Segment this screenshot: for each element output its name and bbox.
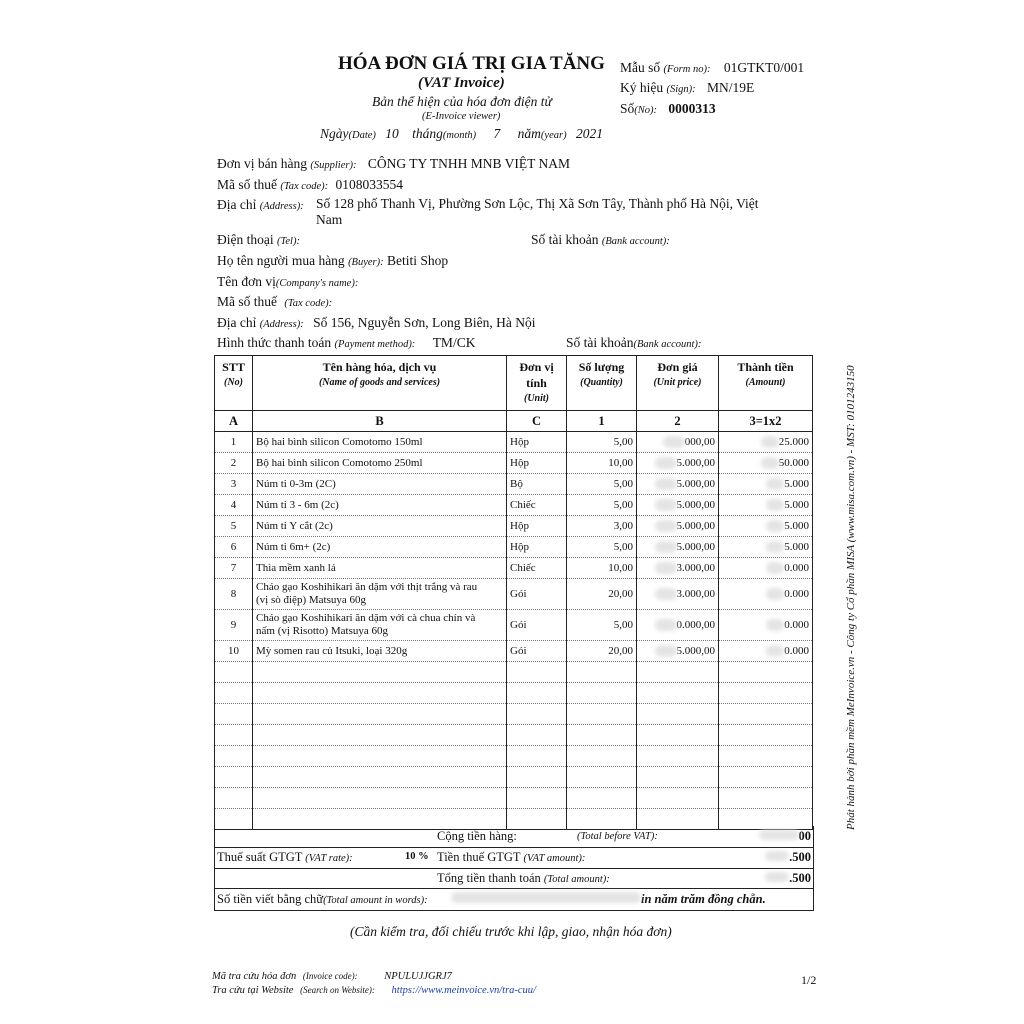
- item-qty: 20,00: [567, 641, 637, 662]
- invoice-no: [620, 101, 716, 117]
- sign-label: Ký hiệu: [620, 80, 664, 95]
- item-name: Núm ti Y cắt (2c): [253, 516, 507, 537]
- buyer-address: Số 156, Nguyễn Sơn, Long Biên, Hà Nội: [313, 315, 536, 330]
- tel-label: Điện thoại: [217, 232, 274, 247]
- supplier-tax-label-en: (Tax code):: [280, 181, 329, 192]
- subtotal-label-en: (Total before VAT):: [577, 831, 658, 842]
- vat-amount: .500: [765, 850, 811, 865]
- viewer-label-en: (E-Invoice viewer): [422, 111, 501, 122]
- code-cell: A: [215, 411, 253, 432]
- sign-label-en: (Sign):: [666, 84, 696, 95]
- table-row: [215, 579, 813, 610]
- table-row: [215, 516, 813, 537]
- no-label-en: (No):: [634, 105, 658, 116]
- invoice-title: HÓA ĐƠN GIÁ TRỊ GIA TĂNG: [338, 53, 605, 74]
- form-label-en: (Form no):: [663, 64, 711, 75]
- buyer-addr-row: [217, 315, 535, 331]
- item-name: Bộ hai bình silicon Comotomo 150ml: [253, 432, 507, 453]
- item-name-line: (vị sò điệp) Matsuya 60g: [256, 594, 366, 606]
- amount-in-words-row: [214, 888, 814, 911]
- form-no: [620, 60, 804, 76]
- words-label: Số tiền viết bằng chữ(Total amount in words):: [217, 892, 428, 906]
- sign-value: MN/19E: [707, 80, 755, 95]
- lookup-code[interactable]: NPULUJJGRJ7: [384, 971, 452, 982]
- website-link[interactable]: https://www.meinvoice.vn/tra-cuu/: [391, 985, 536, 996]
- buyer-tax-label: Mã số thuế: [217, 294, 277, 309]
- table-row: [215, 537, 813, 558]
- item-name: [253, 579, 507, 610]
- table-row: [215, 558, 813, 579]
- item-qty: 10,00: [567, 453, 637, 474]
- buyer-addr-label: Địa chỉ: [217, 315, 257, 330]
- supplier-address-2: Nam: [316, 212, 343, 227]
- buyer-name-row: [217, 253, 448, 269]
- item-no: 4: [215, 495, 253, 516]
- table-row: [215, 495, 813, 516]
- item-price: 3.000,00: [637, 579, 719, 610]
- code-cell: 3=1x2: [719, 411, 813, 432]
- buyer-label: Họ tên người mua hàng: [217, 253, 345, 268]
- amount-in-words: in năm trăm đồng chẵn.: [451, 892, 766, 907]
- no-value: 0000313: [668, 101, 716, 116]
- item-unit: Gói: [507, 641, 567, 662]
- item-amount: 50.000: [719, 453, 813, 474]
- item-qty: 5,00: [567, 537, 637, 558]
- item-amount: 5.000: [719, 516, 813, 537]
- tel-label-en: (Tel):: [277, 236, 300, 247]
- lookup-label-en: (Invoice code):: [302, 971, 358, 981]
- date-month: 7: [493, 126, 501, 141]
- code-cell: B: [253, 411, 507, 432]
- code-cell: C: [507, 411, 567, 432]
- item-unit: Chiếc: [507, 558, 567, 579]
- item-name: Mỳ somen rau củ Itsuki, loại 320g: [253, 641, 507, 662]
- company-label-en: (Company's name):: [275, 278, 359, 289]
- item-no: 9: [215, 610, 253, 641]
- payment-row: [217, 335, 475, 351]
- date-day: 10: [385, 126, 399, 141]
- date-year: 2021: [575, 126, 603, 141]
- item-name: Núm ti 0-3m (2C): [253, 474, 507, 495]
- form-label: Mẫu số: [620, 60, 661, 75]
- buyer-label-en: (Buyer):: [348, 257, 384, 268]
- col-unit: Đơn vị tính (Unit): [507, 356, 567, 411]
- page-number: 1/2: [801, 973, 817, 987]
- buyer-bank-row: [566, 335, 701, 351]
- supplier-bank-row: [531, 232, 670, 248]
- vat-row: [214, 847, 814, 869]
- buyer-tax-label-en: (Tax code):: [284, 298, 333, 309]
- buyer-name: Betiti Shop: [387, 253, 449, 268]
- item-amount: 0.000: [719, 579, 813, 610]
- invoice-subtitle: (VAT Invoice): [418, 75, 505, 91]
- item-no: 8: [215, 579, 253, 610]
- item-name: Núm ti 3 - 6m (2c): [253, 495, 507, 516]
- buyer-company-row: [217, 274, 358, 290]
- subtotal-label: Cộng tiền hàng:: [437, 829, 517, 843]
- payment-label: Hình thức thanh toán: [217, 335, 332, 350]
- no-label: Số: [620, 101, 635, 116]
- addr-label-en: (Address):: [259, 201, 304, 212]
- item-no: 3: [215, 474, 253, 495]
- table-row: [215, 474, 813, 495]
- code-row: [215, 411, 813, 432]
- item-name-line: Cháo gạo Koshihikari ăn dặm với thịt trắng và rau: [256, 581, 478, 593]
- col-name: Tên hàng hóa, dịch vụ (Name of goods and services): [253, 356, 507, 411]
- item-no: 10: [215, 641, 253, 662]
- code-cell: 1: [567, 411, 637, 432]
- item-unit: Hộp: [507, 516, 567, 537]
- vat-amount-label: Tiền thuế GTGT (VAT amount):: [437, 850, 586, 864]
- supplier-name: CÔNG TY TNHH MNB VIỆT NAM: [367, 156, 570, 171]
- item-qty: 10,00: [567, 558, 637, 579]
- website-label-en: (Search on Website):: [300, 985, 375, 995]
- item-unit: Hộp: [507, 453, 567, 474]
- col-price: Đơn giá (Unit price): [637, 356, 719, 411]
- website-row: [212, 985, 536, 996]
- item-name: Núm ti 6m+ (2c): [253, 537, 507, 558]
- buyer-bank-label-en: (Bank account):: [633, 339, 702, 350]
- buyer-addr-label-en: (Address):: [259, 319, 304, 330]
- form-value: 01GTKT0/001: [723, 60, 805, 75]
- table-row: [215, 641, 813, 662]
- notice: (Cần kiểm tra, đối chiếu trước khi lập, giao, nhận hóa đơn): [350, 924, 672, 939]
- buyer-bank-label: Số tài khoản: [566, 335, 634, 350]
- item-no: 7: [215, 558, 253, 579]
- supplier-address: Số 128 phố Thanh Vị, Phường Sơn Lộc, Thị Xã Sơn Tây, Thành phố Hà Nội, Việt: [316, 196, 759, 211]
- items-table: [214, 355, 813, 830]
- item-unit: Gói: [507, 579, 567, 610]
- total-label: Tổng tiền thanh toán (Total amount):: [437, 871, 610, 885]
- item-no: 2: [215, 453, 253, 474]
- supplier-tax-row: [217, 177, 403, 193]
- col-amount: Thành tiền (Amount): [719, 356, 813, 411]
- table-row: [215, 610, 813, 641]
- item-price: 5.000,00: [637, 516, 719, 537]
- supplier-tel-row: [217, 232, 300, 248]
- item-price: 000,00: [637, 432, 719, 453]
- item-qty: 5,00: [567, 610, 637, 641]
- sign-no: [620, 80, 754, 96]
- supplier-name-row: [217, 156, 570, 172]
- item-unit: Bộ: [507, 474, 567, 495]
- item-amount: 5.000: [719, 495, 813, 516]
- item-name-line: Cháo gạo Koshihikari ăn dặm với cà chua chín và: [256, 612, 476, 624]
- supplier-addr-label: [217, 197, 304, 213]
- company-label: Tên đơn vị: [217, 274, 276, 289]
- subtotal-value: 00: [759, 829, 812, 844]
- bank-label: Số tài khoản: [531, 232, 599, 247]
- item-unit: Gói: [507, 610, 567, 641]
- item-name: [253, 610, 507, 641]
- item-no: 1: [215, 432, 253, 453]
- item-no: 6: [215, 537, 253, 558]
- item-name: Thìa mềm xanh lá: [253, 558, 507, 579]
- viewer-label: Bản thể hiện của hóa đơn điện tử: [372, 94, 552, 109]
- website-label: Tra cứu tại Website: [212, 985, 294, 996]
- item-amount: 5.000: [719, 474, 813, 495]
- item-qty: 5,00: [567, 495, 637, 516]
- code-cell: 2: [637, 411, 719, 432]
- year-label: năm: [517, 126, 541, 141]
- item-amount: 0.000: [719, 558, 813, 579]
- supplier-label-en: (Supplier):: [310, 160, 357, 171]
- item-amount: 0.000: [719, 610, 813, 641]
- item-qty: 3,00: [567, 516, 637, 537]
- item-qty: 20,00: [567, 579, 637, 610]
- table-row: [215, 453, 813, 474]
- total-row: [214, 868, 814, 889]
- payment-label-en: (Payment method):: [334, 339, 416, 350]
- date-label-en: (Date): [348, 130, 376, 141]
- item-price: 5.000,00: [637, 641, 719, 662]
- bank-label-en: (Bank account):: [601, 236, 670, 247]
- lookup-label: Mã tra cứu hóa đơn: [212, 971, 297, 982]
- col-qty: Số lượng (Quantity): [567, 356, 637, 411]
- date-label: Ngày: [320, 126, 349, 141]
- item-amount: 0.000: [719, 641, 813, 662]
- item-unit: Hộp: [507, 432, 567, 453]
- lookup-row: [212, 971, 452, 982]
- item-price: 5.000,00: [637, 495, 719, 516]
- item-amount: 5.000: [719, 537, 813, 558]
- publisher-note: Phát hành bởi phần mềm MeInvoice.vn - Công ty Cổ phần MISA (www.misa.com.vn) - MST: 0101243150: [845, 365, 857, 830]
- supplier-tax: 0108033554: [335, 177, 403, 192]
- invoice-date: [320, 126, 603, 142]
- total-amount: .500: [765, 871, 811, 886]
- buyer-tax-row: [217, 294, 332, 310]
- item-unit: Hộp: [507, 537, 567, 558]
- item-name-line: nấm (vị Risotto) Matsuya 60g: [256, 625, 388, 637]
- item-unit: Chiếc: [507, 495, 567, 516]
- item-price: 0.000,00: [637, 610, 719, 641]
- item-price: 3.000,00: [637, 558, 719, 579]
- item-amount: 25.000: [719, 432, 813, 453]
- item-no: 5: [215, 516, 253, 537]
- month-label: tháng: [412, 126, 443, 141]
- addr-label: Địa chỉ: [217, 197, 257, 212]
- item-price: 5.000,00: [637, 537, 719, 558]
- month-label-en: (month): [442, 130, 477, 141]
- item-price: 5.000,00: [637, 474, 719, 495]
- supplier-label: Đơn vị bán hàng: [217, 156, 307, 171]
- vat-rate-label: Thuế suất GTGT (VAT rate):: [217, 850, 353, 864]
- item-qty: 5,00: [567, 432, 637, 453]
- supplier-tax-label: Mã số thuế: [217, 177, 277, 192]
- item-name: Bộ hai bình silicon Comotomo 250ml: [253, 453, 507, 474]
- item-qty: 5,00: [567, 474, 637, 495]
- item-price: 5.000,00: [637, 453, 719, 474]
- col-no: STT (No): [215, 356, 253, 411]
- subtotal-row: [214, 826, 814, 848]
- table-row: [215, 432, 813, 453]
- table-header-row: [215, 356, 813, 411]
- vat-rate: 10 %: [405, 851, 429, 862]
- year-label-en: (year): [540, 130, 567, 141]
- payment-method: TM/CK: [432, 335, 476, 350]
